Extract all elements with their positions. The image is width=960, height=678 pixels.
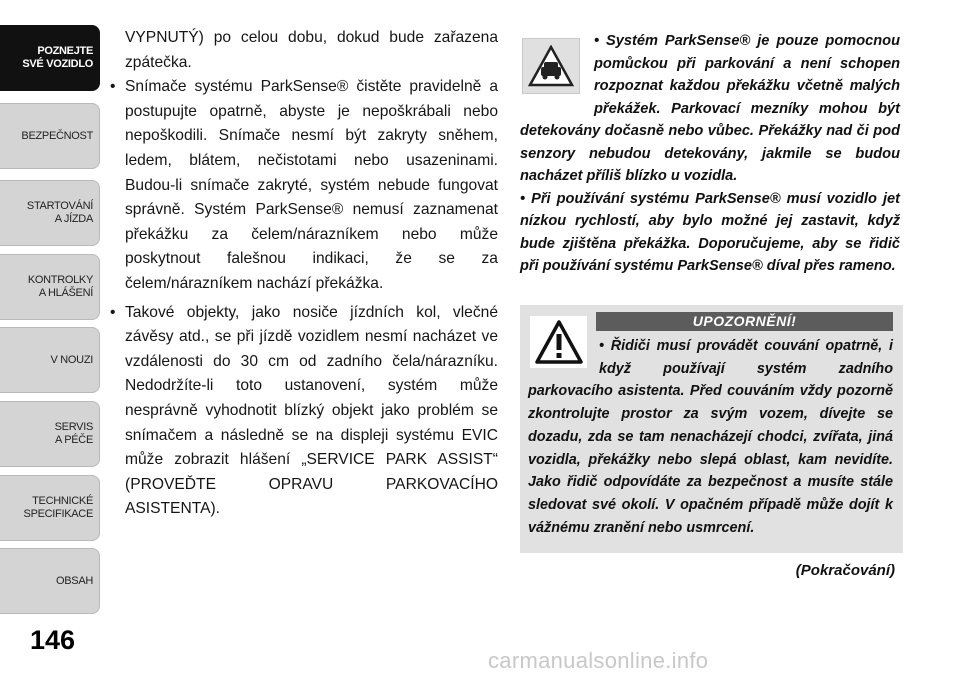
left-text-column [108,26,498,522]
paragraph-continuation: VYPNUTÝ) po celou dobu, dokud bude zařazena zpátečka. [125,29,498,71]
tab-label: KONTROLKY A HLÁŠENÍ [27,274,93,299]
tab-poznejte-sve-vozidlo[interactable] [0,25,100,91]
caution-box [520,305,903,553]
page-number: 146 [30,625,76,655]
caution-header: UPOZORNĚNÍ! [596,312,893,331]
tab-label: POZNEJTE SVÉ VOZIDLO [22,45,93,70]
tab-obsah[interactable] [0,548,100,614]
continued-label: (Pokračování) [795,562,895,579]
caution-paragraph: • Řidiči musí provádět couvání opatrně, i když používají systém zadního parkovacího asistenta. Před couváním vždy pozorně zkontrolujte prostor za svým vozem, dívejte se dozadu, zda se tam nenacházejí chodci, zvířata, jiná vozidla, překážky nebo slepá oblast, kam nevidíte. Jako řidič odpovídáte za bezpečnost a musíte stále sledovat své okolí. V opačném případě může dojít k vážnému zranění nebo usmrcení. [528,338,893,536]
right-column [520,30,900,278]
notice-paragraph: • Při používání systému ParkSense® musí vozidlo jet nízkou rychlostí, aby bylo možné jej zastavit, když bude zjištěna překážka. Doporučujeme, aby se řidič při používání systému ParkSense® díval přes rameno. [520,190,900,274]
tab-label: BEZPEČNOST [21,129,93,142]
list-item: • Takové objekty, jako nosiče jízdních kol, vlečné závěsy atd., se při jízdě vozidlem nesmí nacházet ve vzdálenosti do 30 cm od zadního čela/nárazníku. Nedodržíte-li toto ustanovení, systém může nesprávně vyhodnotit blízký objekt jako problém se snímačem a následně se na displeji systému EVIC může zobrazit hlášení „SERVICE PARK ASSIST“ (PROVEĎTE OPRAVU PARKOVACÍHO ASISTENTA). [108,301,498,522]
list-item: • Snímače systému ParkSense® čistěte pravidelně a postupujte opatrně, abyste je nepoškrábali nebo nepoškodili. Snímače nesmí být zakryty sněhem, ledem, blátem, nečistotami nebo usazeninami. Budou-li snímače zakryté, systém nebude fungovat správně. Systém ParkSense® nemusí zaznamenat překážku za čelem/nárazníkem nebo může poskytnout falešnou indikaci, že se za čelem/nárazníkem nachází překážka. [108,75,498,296]
tab-bezpecnost[interactable] [0,103,100,169]
tab-kontrolky-a-hlaseni[interactable] [0,254,100,320]
bullet-list [108,75,498,522]
warning-triangle-icon [530,316,587,368]
parking-car-warning-icon [522,38,580,94]
tab-label: STARTOVÁNÍ A JÍZDA [26,200,93,225]
tab-startovani-a-jizda[interactable] [0,180,100,246]
tab-v-nouzi[interactable] [0,327,100,393]
tab-technicke-specifikace[interactable] [0,475,100,541]
tab-label: OBSAH [55,574,93,587]
tab-label: V NOUZI [50,353,93,366]
caution-body [528,335,893,539]
notice-paragraph: • Systém ParkSense® je pouze pomocnou pomůckou při parkování a není schopen rozpoznat každou překážku včetně malých překážek. Parkovací mezníky mohou být detekovány dočasně nebo vůbec. Překážky nad či pod senzory nebudou detekovány, jakmile se budou nacházet příliš blízko u vozidla. [520,33,900,184]
watermark: carmanualsonline.info [488,648,709,673]
tab-servis-a-pece[interactable] [0,401,100,467]
tab-label: SERVIS A PÉČE [54,421,93,446]
notice-block [520,30,900,278]
tab-label: TECHNICKÉ SPECIFIKACE [23,495,93,520]
